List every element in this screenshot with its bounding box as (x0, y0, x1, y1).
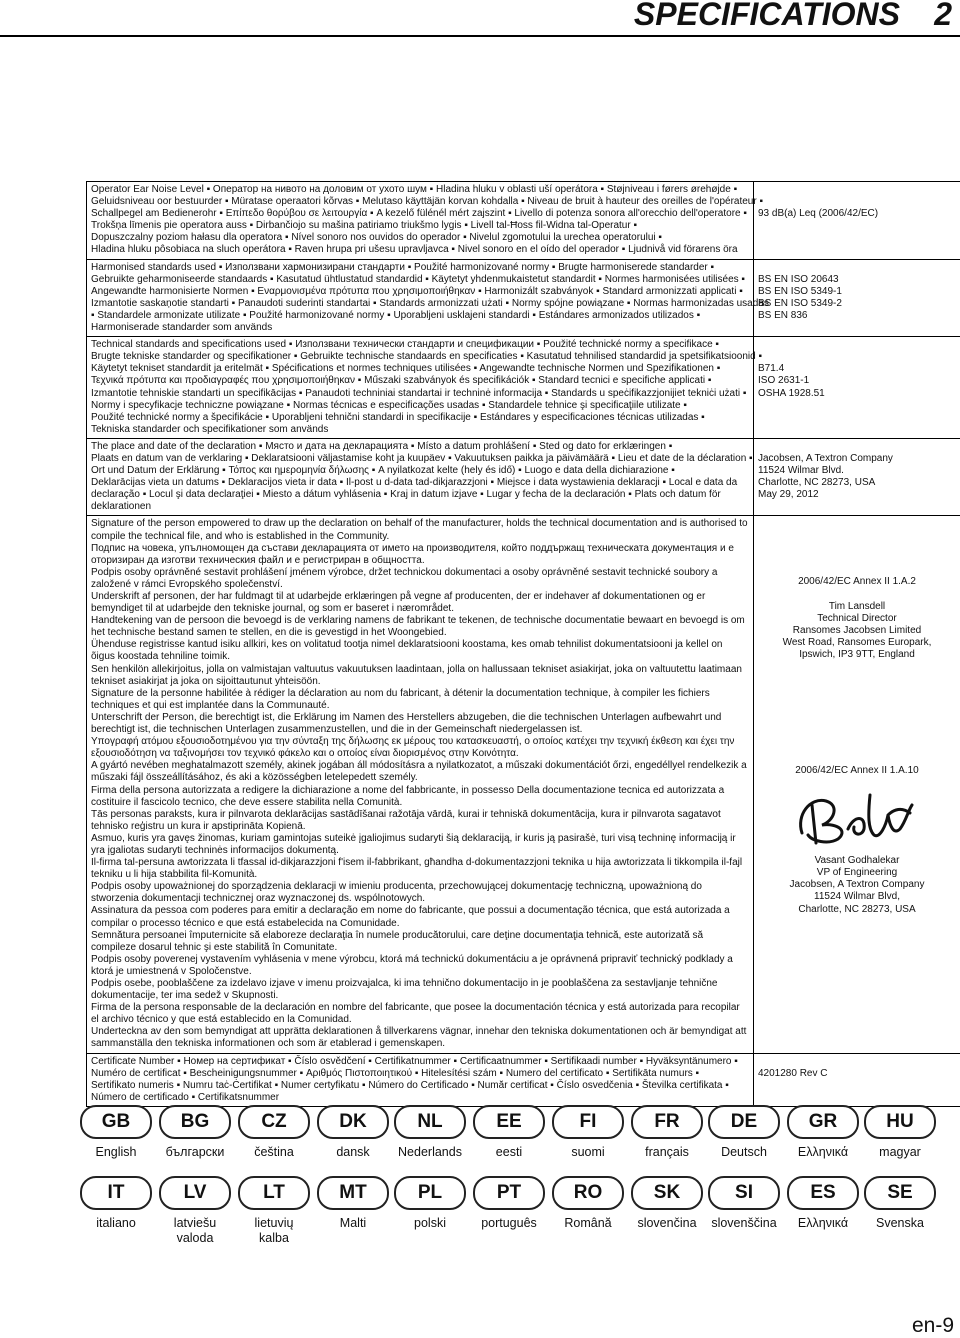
text-paragraph: Asmuo, kuris yra gavęs žinomas, kuriam gamintojas suteikė įgaliojimus sudaryti šią deklaraciją, ir kuris ją pasirašė, turi visą techninę informaciją ir yra įgaliotas sudaryti techninės informacijos dokumentą. (91, 833, 749, 857)
signatory-details (754, 516, 960, 1053)
text-paragraph: Il-firma tal-persuna awtorizzata li tfassal id-dikjarazzjoni f'isem il-fabbrikant, għandha d-dokumentazzjoni teknika u hija awtorizzata li tikkompila il-fajl tekniku u li hija stabbilita fil-Komunità. (91, 857, 749, 881)
declaration-table (86, 181, 960, 1107)
table-row (87, 516, 960, 1053)
signatory-name: Tim Lansdell (758, 601, 956, 613)
language-name: български (159, 1145, 231, 1160)
language-name: Svenska (864, 1216, 936, 1231)
signatory-title: Technical Director (758, 613, 956, 625)
certificate-number-value (754, 1053, 960, 1106)
language-name: slovenščina (708, 1216, 780, 1231)
page-title: SPECIFICATIONS (634, 0, 900, 33)
language-name: Nederlands (394, 1145, 466, 1160)
text-paragraph: Signature of the person empowered to draw up the declaration on behalf of the manufacturer, holds the technical documentation and is authorised to compile the technical file, and who is established in the Community. (91, 518, 749, 542)
value-line (758, 196, 956, 208)
text-line: Certificate Number ▪ Номер на сертификат ▪ Číslo osvědčení ▪ Certifikatnummer ▪ Certificaatnummer ▪ Sertifikaadi number ▪ Hyväksyntänumero ▪ (91, 1056, 749, 1068)
text-line: Normy i specyfikacje techniczne powiązane ▪ Normas técnicas e especificações usadas ▪ Standardele tehnice şi specificaţiile utilizate ▪ (91, 400, 749, 412)
language-code-badge: PT (473, 1176, 545, 1210)
signatory-name: Vasant Godhalekar (758, 855, 956, 867)
language-item (238, 1176, 310, 1246)
value-line (758, 1056, 956, 1068)
value-line: OSHA 1928.51 (758, 388, 956, 400)
language-item (631, 1176, 703, 1231)
value-line (758, 441, 956, 453)
text-line: Τεχνικά πρότυπα και προδιαγραφές που χρησιμοποιήθηκαν ▪ Műszaki szabványok és specifikációk ▪ Standard tecnici e specifiche applicati ▪ (91, 375, 749, 387)
value-line: BS EN 836 (758, 310, 956, 322)
value-line: 11524 Wilmar Blvd. (758, 465, 956, 477)
text-line: declaração ▪ Locul şi data declaraţiei ▪ Miesto a dátum vyhlásenia ▪ Kraj in datum izjave ▪ Lugar y fecha de la declaración ▪ Plats och datum för (91, 489, 749, 501)
value-line (758, 339, 956, 351)
noise-level-value (754, 182, 960, 260)
header-rule (0, 35, 960, 37)
language-code-badge: MT (317, 1176, 389, 1210)
language-name: italiano (80, 1216, 152, 1231)
table-row (87, 438, 960, 516)
language-name: čeština (238, 1145, 310, 1160)
language-code-badge: FI (552, 1105, 624, 1139)
language-item (552, 1105, 624, 1160)
text-line: Geluidsniveau oor bestuurder ▪ Müratase operaatori kõrvas ▪ Melutaso käyttäjän korvan kohdalla ▪ Niveau de bruit à hauteur des oreilles de l'opérateur ▪ (91, 196, 749, 208)
language-code-badge: FR (631, 1105, 703, 1139)
technical-standards-labels (87, 337, 754, 439)
text-line: Operator Ear Noise Level ▪ Оператор на нивото на доловим от ухото шум ▪ Hladina hluku v oblasti uší operátora ▪ Støjniveau i førers ørehøjde ▪ (91, 184, 749, 196)
language-item (552, 1176, 624, 1231)
value-line (758, 351, 956, 363)
text-paragraph: Podpis osoby poverenej vystavením vyhlásenia v mene výrobcu, ktorá má technickú dokumentáciu a je oprávnená pripraviť technický podklady a ktorá je umiestnená v Spoločenstve. (91, 954, 749, 978)
language-legend-row-2 (80, 1176, 960, 1246)
language-code-badge: EE (473, 1105, 545, 1139)
language-item (394, 1105, 466, 1160)
language-name: latviešu valoda (159, 1216, 231, 1246)
table-row (87, 337, 960, 439)
language-code-badge: HU (864, 1105, 936, 1139)
language-item (787, 1105, 859, 1160)
value-line (758, 184, 956, 196)
text-paragraph: Υπογραφή ατόμου εξουσιοδοτημένου για την σύνταξη της δήλωσης εκ μέρους του κατασκευαστή, ο οποίος κατέχει την τεχνική έκθεση και έχει την εξουσιοδότηση να ταξινομήσει τον τεχνικό φάκελο και ο οποίος είναι διορισμένος στην Κοινότητα. (91, 736, 749, 760)
language-code-badge: GB (80, 1105, 152, 1139)
text-line: deklarationen (91, 501, 749, 513)
page-number: en-9 (912, 1314, 954, 1338)
language-code-badge: RO (552, 1176, 624, 1210)
address-line: West Road, Ransomes Europark, (758, 637, 956, 649)
language-name: Deutsch (708, 1145, 780, 1160)
language-item (394, 1176, 466, 1231)
text-paragraph: Подпис на човека, упълномощен да състави декларацията от името на производителя, който поддържащ техническата документация и е оторизиран да изготви техническия файл и е регистриран в общността. (91, 543, 749, 567)
text-line: ▪ Standardele armonizate utilizate ▪ Použité harmonizované normy ▪ Uporabljeni usklajeni standardi ▪ Estándares armonizados utilizados ▪ (91, 310, 749, 322)
harmonised-standards-values (754, 259, 960, 337)
address-line: 11524 Wilmar Blvd, (758, 891, 956, 903)
text-paragraph: Assinatura da pessoa com poderes para emitir a declaração em nome do fabricante, que possui a documentação técnica, que está autorizada a compilar o processo técnico e que está estabelecida na Comunidade. (91, 905, 749, 929)
text-line: Hladina hluku pôsobiaca na sluch operátora ▪ Raven hrupa pri ušesu upravljavca ▪ Nivel sonoro en el oído del operador ▪ Ljudnivå vid förarens öra (91, 244, 749, 256)
language-code-badge: DE (708, 1105, 780, 1139)
harmonised-standards-labels (87, 259, 754, 337)
certificate-number-labels (87, 1053, 754, 1106)
table-row (87, 1053, 960, 1106)
annex-reference: 2006/42/EC Annex II 1.A.10 (758, 765, 956, 777)
language-name: magyar (864, 1145, 936, 1160)
language-item (80, 1105, 152, 1160)
language-item (631, 1105, 703, 1160)
address-line: Ipswich, IP3 9TT, England (758, 649, 956, 661)
text-paragraph: A gyártó nevében meghatalmazott személy, akinek jogában áll módosításra a nyilatkozatot, a műszaki dokumentációt őrzi, engedéllyel rendelkezik a műszaki fájl összeállításához, és aki a közösségben letelepedett személy. (91, 760, 749, 784)
text-line: Ort und Datum der Erklärung ▪ Τόπος και ημερομηνία δήλωσης ▪ A nyilatkozat kelte (hely és idő) ▪ Luogo e data della dichiarazione ▪ (91, 465, 749, 477)
annex-reference: 2006/42/EC Annex II 1.A.2 (758, 576, 956, 588)
value-line: B71.4 (758, 363, 956, 375)
text-line: Gebruikte geharmoniseerde standaards ▪ Kasutatud ühtlustatud standardid ▪ Käytetyt yhdenmukaistetut standardit ▪ Normes harmonisées utilisées ▪ (91, 274, 749, 286)
text-line: Tekniska standarder och specifikationer som används (91, 424, 749, 436)
value-line: Jacobsen, A Textron Company (758, 453, 956, 465)
text-line: Käytetyt tekniset standardit ja eritelmät ▪ Spécifications et normes techniques utilisées ▪ Angewandte technische Normen und Spezifikationen ▪ (91, 363, 749, 375)
table-row (87, 182, 960, 260)
language-code-badge: SE (864, 1176, 936, 1210)
language-item (317, 1176, 389, 1231)
text-paragraph: Firma della persona autorizzata a redigere la dichiarazione a nome del fabbricante, in possesso Della documentazione tecnica ed autorizzata a costituire il fascicolo tecnico, che deve essere stabilita nella Comunità. (91, 785, 749, 809)
text-paragraph: Semnătura persoanei împuternicite să elaboreze declaraţia în numele producătorului, care deţine documentaţia tehnică, este autorizată să compileze dosarul tehnic şi este stabilită în Comunitate. (91, 930, 749, 954)
text-line: Trokšņa līmenis pie operatora auss ▪ Dirbančiojo su mašina patiriamo triukšmo lygis ▪ Livell tal-Ħoss fil-Widna tal-Operatur ▪ (91, 220, 749, 232)
value-line (758, 262, 956, 274)
text-paragraph: Underskrift af personen, der har fuldmagt til at udarbejde erklæringen på vegne af producenten, der er indehaver af dokumentationen og er bemyndiget til at udarbejde den tekniske journal, og som er baseret i nærområdet. (91, 591, 749, 615)
language-name: slovenčina (631, 1216, 703, 1231)
language-name: Ελληνικά (787, 1216, 859, 1231)
language-code-badge: SK (631, 1176, 703, 1210)
declaration-place-values (754, 438, 960, 516)
language-name: dansk (317, 1145, 389, 1160)
language-name: eesti (473, 1145, 545, 1160)
value-line: 4201280 Rev C (758, 1068, 956, 1080)
language-legend-row-1 (80, 1105, 960, 1175)
language-name: suomi (552, 1145, 624, 1160)
company-name: Jacobsen, A Textron Company (758, 879, 956, 891)
language-code-badge: DK (317, 1105, 389, 1139)
company-name: Ransomes Jacobsen Limited (758, 625, 956, 637)
text-line: Número de certificado ▪ Certifikatsnummer (91, 1092, 749, 1104)
language-item (864, 1105, 936, 1160)
value-line: BS EN ISO 5349-2 (758, 298, 956, 310)
text-paragraph: Unterschrift der Person, die berechtigt ist, die Erklärung im Namen des Herstellers abzugeben, die die technischen Unterlagen aufbewahrt und berechtigt ist, die technischen Unterlagen zusammenzustellen, und die in der Gemeinschaft niedergelassen ist. (91, 712, 749, 736)
language-item (159, 1105, 231, 1160)
section-number: 2 (934, 0, 952, 33)
text-paragraph: Podpis osoby oprávněné sestavit prohlášení jménem výrobce, držet technickou dokumentaci a osoby oprávněné sestavit technické soubory a založené v rámci Evropského společenství. (91, 567, 749, 591)
text-paragraph: Podpis osebe, pooblaščene za izdelavo izjave v imenu proizvajalca, ki ima tehnično dokumentacijo in je pooblaščena za sestavljanje tehnične dokumentacije, ter ima sedež v Skupnosti. (91, 978, 749, 1002)
text-paragraph: Handtekening van de persoon die bevoegd is de verklaring namens de fabrikant te tekenen, de technische documentatie bewaart en bevoegd is om het technische bestand samen te stellen, en die is gevestigd in het Woongebied. (91, 615, 749, 639)
text-line: Numéro de certificat ▪ Bescheinigungsnummer ▪ Αριθμός Πιστοποιητικού ▪ Hitelesítési szám ▪ Numero del certificato ▪ Sertifikāta numurs ▪ (91, 1068, 749, 1080)
language-item (787, 1176, 859, 1231)
language-item (317, 1105, 389, 1160)
text-paragraph: Tās personas paraksts, kura ir pilnvarota deklarācijas sastādīšanai ražotāja vārdā, kurai ir tehniskā dokumentācija, kura ir pilnvarota sagatavot tehnisko reģistru un kura ir apstiprināta Kopienā. (91, 809, 749, 833)
technical-standards-values (754, 337, 960, 439)
text-line: Harmonised standards used ▪ Използвани хармонизирани стандарти ▪ Použité harmonizované normy ▪ Brugte harmoniserede standarder ▪ (91, 262, 749, 274)
language-name: polski (394, 1216, 466, 1231)
signatory-title: VP of Engineering (758, 867, 956, 879)
text-paragraph: Podpis osoby upoważnionej do sporządzenia deklaracji w imieniu producenta, przechowującej dokumentację techniczną, upoważnioną do stworzenia dokumentacji technicznej oraz wyznaczonej ds. wspólnotowych. (91, 881, 749, 905)
text-line: Sertifikato numeris ▪ Numru taċ-Ċertifikat ▪ Numer certyfikatu ▪ Número do Certificado ▪ Număr certificat ▪ Číslo osvedčenia ▪ Številka certifikata ▪ (91, 1080, 749, 1092)
language-item (238, 1105, 310, 1160)
text-line: The place and date of the declaration ▪ Място и дата на декларацията ▪ Místo a datum prohlášení ▪ Sted og dato for erklæringen ▪ (91, 441, 749, 453)
text-line: Brugte tekniske standarder og specifikationer ▪ Gebruikte technische standaards en specificaties ▪ Kasutatud tehnilised standardid ja spetsifikatsioonid ▪ (91, 351, 749, 363)
language-code-badge: SI (708, 1176, 780, 1210)
text-paragraph: Signature de la personne habilitée à rédiger la déclaration au nom du fabricant, à détenir la documentation technique, à compiler les fichiers techniques et qui est implantée dans la Communauté. (91, 688, 749, 712)
language-name: português (473, 1216, 545, 1231)
table-row (87, 259, 960, 337)
page-header (0, 0, 960, 34)
declaration-place-labels (87, 438, 754, 516)
text-line: Technical standards and specifications used ▪ Използвани технически стандарти и спецификации ▪ Použité technické normy a specifikace ▪ (91, 339, 749, 351)
language-code-badge: CZ (238, 1105, 310, 1139)
language-name: English (80, 1145, 152, 1160)
text-line: Izmantotie saskaņotie standarti ▪ Panaudoti suderinti standartai ▪ Standards armonizzati użati ▪ Normy spójne powiązane ▪ Normas harmonizadas usadas (91, 298, 749, 310)
language-name: lietuvių kalba (238, 1216, 310, 1246)
text-line: Harmoniserade standarder som används (91, 322, 749, 334)
value-line: May 29, 2012 (758, 489, 956, 501)
text-paragraph: Sen henkilön allekirjoitus, jolla on valmistajan valtuutus vakuutuksen laadintaan, jolla on hallussaan tekniset asiakirjat, joka on valtuutettu laatimaan tekniset asiakirjat ja joka on sijoittautunut yhteisöön. (91, 664, 749, 688)
language-code-badge: LT (238, 1176, 310, 1210)
handwritten-signature (782, 785, 932, 851)
language-code-badge: IT (80, 1176, 152, 1210)
language-code-badge: BG (159, 1105, 231, 1139)
text-line: Použité technické normy a špecifikácie ▪ Uporabljeni tehnični standardi in specifikacije ▪ Estándares y especificaciones técnicas utilizadas ▪ (91, 412, 749, 424)
text-line: Deklarācijas vieta un datums ▪ Deklaracijos vieta ir data ▪ Il-post u d-data tad-dikjarazzjoni ▪ Miejsce i data wystawienia deklaracji ▪ Local e data da (91, 477, 749, 489)
language-code-badge: GR (787, 1105, 859, 1139)
text-line: Plaats en datum van de verklaring ▪ Deklaratsiooni väljastamise koht ja kuupäev ▪ Vakuutuksen paikka ja päivämäärä ▪ Lieu et date de la déclaration ▪ (91, 453, 749, 465)
language-item (708, 1105, 780, 1160)
value-line: BS EN ISO 5349-1 (758, 286, 956, 298)
language-name: Malti (317, 1216, 389, 1231)
text-line: Dopuszczalny poziom hałasu dla operatora ▪ Nível sonoro nos ouvidos do operador ▪ Nivelul zgomotului la urechea operatorului ▪ (91, 232, 749, 244)
value-line (758, 589, 956, 601)
language-item (864, 1176, 936, 1231)
signature-statement-labels (87, 516, 754, 1053)
value-line: 93 dB(a) Leq (2006/42/EC) (758, 208, 956, 220)
text-paragraph: Ühenduse registrisse kantud isiku allkiri, kes on volitatud tootja nimel deklaratsiooni koostama, kes omab tehnilist dokumentatsiooni ja kellel on õigus koostada tehniline toimik. (91, 639, 749, 663)
language-item (80, 1176, 152, 1231)
noise-level-labels (87, 182, 754, 260)
text-paragraph: Underteckna av den som bemyndigat att upprätta deklarationen å tillverkarens vägnar, innehar den tekniska dokumentationen och är bemyndigat att sammanställa den tekniska informationen och som är etablerad i gemenskapen. (91, 1026, 749, 1050)
language-name: Română (552, 1216, 624, 1231)
language-code-badge: NL (394, 1105, 466, 1139)
language-name: Ελληνικά (787, 1145, 859, 1160)
language-item (473, 1176, 545, 1231)
language-code-badge: LV (159, 1176, 231, 1210)
language-code-badge: PL (394, 1176, 466, 1210)
address-line: Charlotte, NC 28273, USA (758, 904, 956, 916)
text-line: Schallpegel am Bedienerohr ▪ Επίπεδο θορύβου σε λειτουργία ▪ A kezelő fülénél mért zajszint ▪ Livello di potenza sonora all'orecchio dell'operatore ▪ (91, 208, 749, 220)
language-item (159, 1176, 231, 1246)
text-line: Izmantotie tehniskie standarti un specifikācijas ▪ Panaudoti techniniai standartai ir techninė informacija ▪ Standards u speċifikazzjonijiet tekniċi użati ▪ (91, 388, 749, 400)
value-line: BS EN ISO 20643 (758, 274, 956, 286)
language-name: français (631, 1145, 703, 1160)
language-item (473, 1105, 545, 1160)
language-code-badge: ES (787, 1176, 859, 1210)
value-line: Charlotte, NC 28273, USA (758, 477, 956, 489)
language-item (708, 1176, 780, 1231)
text-line: Angewandte harmonisierte Normen ▪ Εναρμονισμένα πρότυπα που χρησιμοποιήθηκαν ▪ Harmonizált szabványok ▪ Standard armonizzati applicati ▪ (91, 286, 749, 298)
text-paragraph: Firma de la persona responsable de la declaración en nombre del fabricante, que posee la documentación técnica y está autorizada para recopilar el archivo técnico y que está establecido en la Comunidad. (91, 1002, 749, 1026)
value-line: ISO 2631-1 (758, 375, 956, 387)
